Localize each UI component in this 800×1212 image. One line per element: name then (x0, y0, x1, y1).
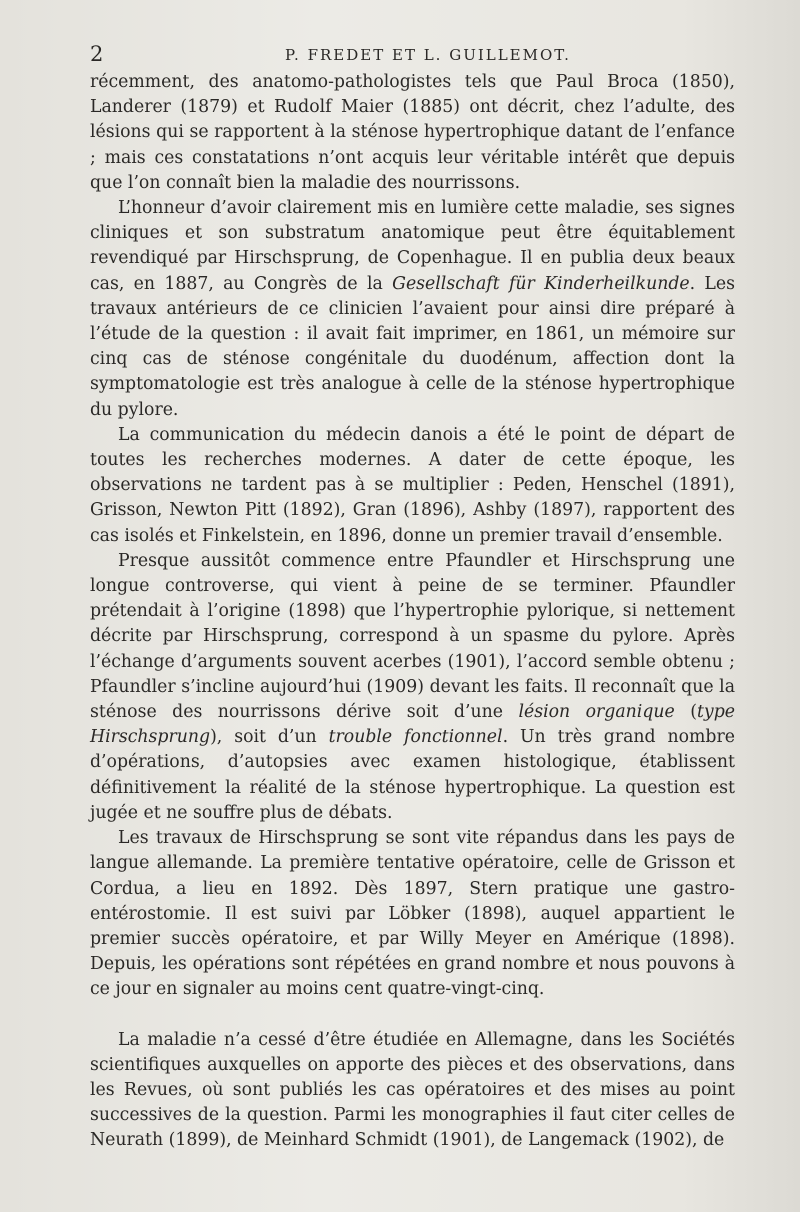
text-segment: Presque aussitôt commence entre Pfaundler et Hirschsprung une longue controverse, qui vient à peine de se terminer. Pfaundler prétendait à l’origine (1898) que l’hypertrophie pylorique, si nettement décrite par Hirschsprung, correspond à un spasme du pylore. Après l’échange d’arguments souvent acerbes (1901), l’accord semble obtenu ; Pfaundler s’incline aujourd’hui (1909) devant les faits. Il reconnaît que la sténose des nourrissons dérive soit d’une (90, 550, 735, 723)
paragraph (90, 423, 735, 549)
page-number: 2 (90, 42, 104, 66)
page-header (0, 42, 800, 66)
text-segment: La communication du médecin danois a été le point de départ de toutes les recherches modernes. A dater de cette époque, les observations ne tardent pas à se multiplier : Peden, Henschel (1891), Grisson, Newton Pitt (1892), Gran (1896), Ashby (1897), rapportent des cas isolés et Finkelstein, en 1896, donne un premier travail d’ensemble. (90, 424, 735, 546)
paragraph (90, 826, 735, 1002)
text-segment: ( (674, 702, 697, 723)
text-segment: La maladie n’a cessé d’être étudiée en Allemagne, dans les Sociétés scientifiques auxquelles on apporte des pièces et des observations, dans les Revues, où sont publiés les cas opératoires et des mises au point successives de la question. Parmi les monographies il faut citer celles de Neurath (1899), de Meinhard Schmidt (1901), de Langemack (1902), de (90, 1029, 735, 1151)
italic-text: Gesellschaft für Kinderheilkunde (392, 273, 690, 294)
text-segment: ), soit d’un (210, 727, 329, 748)
text-segment: L’honneur d’avoir clairement mis en lumière cette maladie, ses signes cliniques et son substratum anatomique peut être équitablement revendiqué par Hirschsprung, de Copenhague. Il en publia deux beaux cas, en 1887, au Congrès de la (90, 198, 735, 294)
italic-text: trouble fonctionnel (328, 727, 503, 748)
text-segment: récemment, des anatomo-pathologistes tels que Paul Broca (1850), Landerer (1879) et Rudolf Maier (1885) ont décrit, chez l’adulte, des lésions qui se rapportent à la sténose hypertrophique datant de l’enfance ; mais ces constatations n’ont acquis leur véritable intérêt que depuis que l’on connaît bien la maladie des nourrissons. (90, 72, 735, 193)
text-segment: . Les travaux antérieurs de ce clinicien l’avaient pour ainsi dire préparé à l’étude de la question : il avait fait imprimer, en 1861, un mémoire sur cinq cas de sténose congénitale du duodénum, affection dont la symptomatologie est très analogue à celle de la sténose hypertrophique du pylore. (90, 273, 736, 420)
text-segment: Les travaux de Hirschsprung se sont vite répandus dans les pays de langue allemande. La première tentative opératoire, celle de Grisson et Cordua, a lieu en 1892. Dès 1897, Stern pratique une gastro-entérostomie. Il est suivi par Löbker (1898), auquel appartient le premier succès opératoire, et par Willy Meyer en Amérique (1898). Depuis, les opérations sont répétées en grand nombre et nous pouvons à ce jour en signaler au moins cent quatre-vingt-cinq. (90, 828, 735, 1000)
text-segment: . Un très grand nombre d’opérations, d’autopsies avec examen histologique, établissent définitivement la réalité de la sténose hypertrophique. La question est jugée et ne souffre plus de débats. (90, 727, 735, 823)
body-text (90, 70, 735, 1154)
paragraph (90, 196, 735, 423)
italic-text: type Hirschsprung (90, 702, 735, 748)
paragraph (90, 1028, 735, 1154)
italic-text: lésion organique (518, 702, 675, 723)
paragraph-gap (90, 1003, 735, 1028)
paragraph (90, 549, 735, 826)
running-head: P. FREDET ET L. GUILLEMOT. (285, 46, 571, 64)
paragraph (90, 70, 735, 196)
